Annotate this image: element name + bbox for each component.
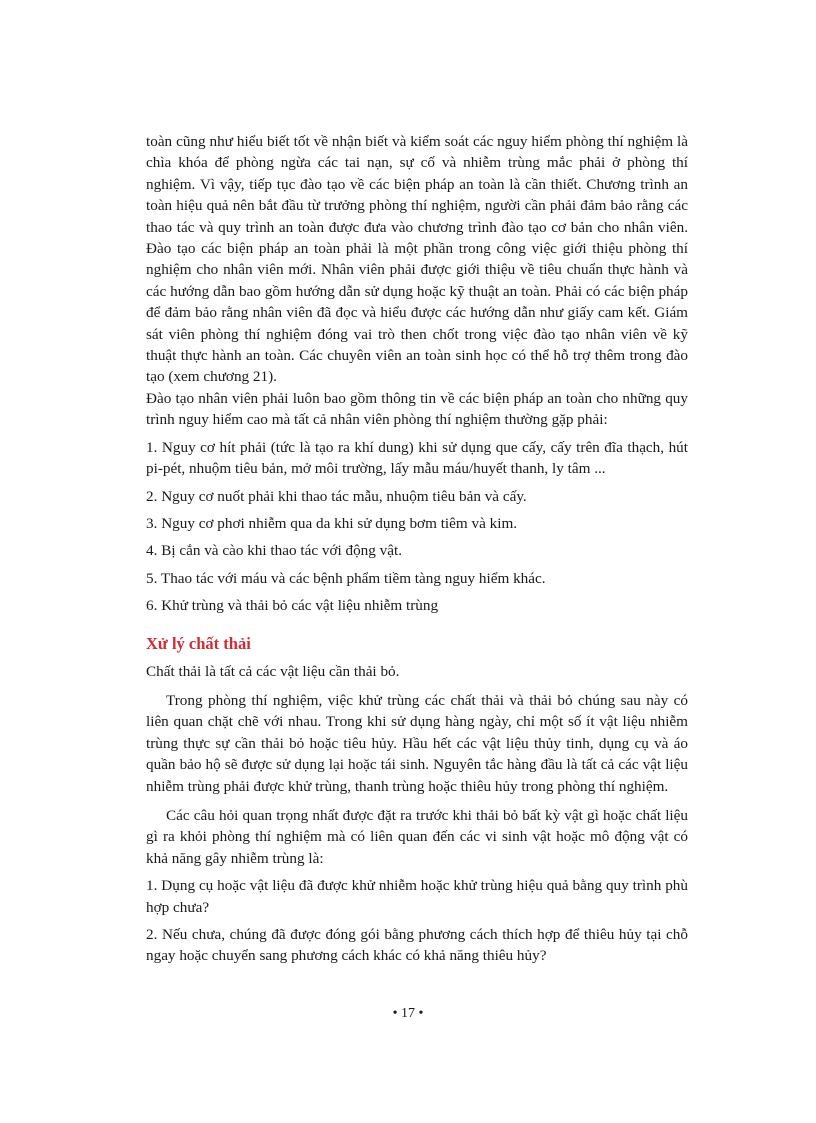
hazard-list	[146, 437, 688, 617]
paragraph-waste-questions: Các câu hỏi quan trọng nhất được đặt ra trước khi thải bỏ bất kỳ vật gì hoặc chất liệu gì ra khỏi phòng thí nghiệm mà có liên quan đến các vi sinh vật hoặc mô động vật có khả năng gây nhiễm trùng là:	[146, 806, 688, 867]
list-item: 2. Nguy cơ nuốt phải khi thao tác mẫu, nhuộm tiêu bản và cấy.	[146, 487, 527, 505]
section-heading-waste: Xử lý chất thải	[146, 633, 251, 653]
list-item: 5. Thao tác với máu và các bệnh phẩm tiềm tàng nguy hiểm khác.	[146, 569, 546, 587]
question-list	[146, 875, 688, 967]
list-item: 3. Nguy cơ phơi nhiễm qua da khi sử dụng bơm tiêm và kim.	[146, 514, 518, 532]
page-number: • 17 •	[392, 1006, 424, 1021]
paragraph-waste-disposal: Trong phòng thí nghiệm, việc khử trùng các chất thải và thải bỏ chúng sau này có liên quan chặt chẽ với nhau. Trong khi sử dụng hàng ngày, chỉ một số ít vật liệu nhiễm trùng thực sự cần thải bỏ hoặc tiêu hủy. Hầu hết các vật liệu thủy tinh, dụng cụ và áo quần bảo hộ sẽ được sử dụng lại hoặc tái sinh. Nguyên tắc hàng đầu là tất cả các vật liệu nhiễm trùng phải được khử trùng, thanh trùng hoặc thiêu hủy trong phòng thí nghiệm.	[146, 691, 688, 795]
list-item: 4. Bị cắn và cào khi thao tác với động vật.	[146, 542, 403, 560]
list-item: 1. Dụng cụ hoặc vật liệu đã được khử nhiễm hoặc khử trùng hiệu quả bằng quy trình phù hợp chưa?	[146, 877, 688, 916]
paragraph-training-intro: toàn cũng như hiểu biết tốt về nhận biết và kiểm soát các nguy hiểm phòng thí nghiệm là chìa khóa để phòng ngừa các tai nạn, sự cố và nhiễm trùng mắc phải ở phòng thí nghiệm. Vì vậy, tiếp tục đào tạo về các biện pháp an toàn là cần thiết. Chương trình an toàn hiệu quả nên bắt đầu từ trưởng phòng thí nghiệm, người cần phải đảm bảo rằng các thao tác và quy trình an toàn được đưa vào chương trình đào tạo cơ bản cho nhân viên. Đào tạo các biện pháp an toàn phải là một phần trong công việc giới thiệu phòng thí nghiệm cho nhân viên mới. Nhân viên phải được giới thiệu về tiêu chuẩn thực hành và các hướng dẫn bao gồm hướng dẫn sử dụng hoặc kỹ thuật an toàn. Phải có các biện pháp để đảm bảo rằng nhân viên đã đọc và hiểu được các hướng dẫn như giấy cam kết. Giám sát viên phòng thí nghiệm đóng vai trò then chốt trong việc đào tạo nhân viên về kỹ thuật thực hành an toàn. Các chuyên viên an toàn sinh học có thể hỗ trợ thêm trong đào tạo (xem chương 21).	[146, 133, 688, 386]
list-item: 6. Khử trùng và thải bỏ các vật liệu nhiễm trùng	[146, 597, 439, 615]
paragraph-training-hazards: Đào tạo nhân viên phải luôn bao gồm thông tin về các biện pháp an toàn cho những quy trình nguy hiểm cao mà tất cả nhân viên phòng thí nghiệm thường gặp phải:	[146, 389, 688, 429]
paragraph-waste-definition: Chất thải là tất cả các vật liệu cần thải bỏ.	[146, 662, 400, 680]
list-item: 2. Nếu chưa, chúng đã được đóng gói bằng phương cách thích hợp để thiêu hủy tại chỗ ngay hoặc chuyển sang phương cách khác có khả năng thiêu hủy?	[146, 926, 688, 965]
page-body	[146, 131, 688, 967]
list-item: 1. Nguy cơ hít phải (tức là tạo ra khí dung) khi sử dụng que cấy, cấy trên đĩa thạch, hút pi-pét, nhuộm tiêu bản, mở môi trường, lấy mẫu máu/huyết thanh, ly tâm ...	[146, 438, 688, 478]
